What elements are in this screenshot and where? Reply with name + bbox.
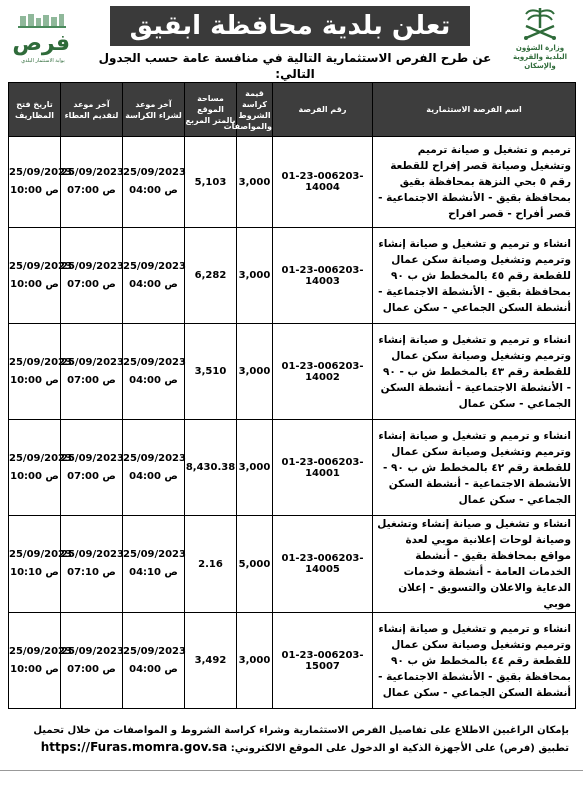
purchase-time: 04:00 ص	[129, 278, 178, 290]
purchase-date: 25/09/2023	[123, 167, 186, 178]
ministry-name: وزارة الشؤون البلدية والقروية والإسكان	[512, 44, 568, 70]
submit-deadline	[61, 137, 123, 228]
opportunity-number: 01-23-006203-14005	[273, 516, 373, 613]
purchase-deadline	[123, 137, 185, 228]
purchase-time: 04:00 ص	[129, 663, 178, 675]
submit-date: 25/09/2023	[61, 356, 124, 368]
table-header-row	[9, 83, 576, 137]
submit-date: 25/09/2023	[61, 452, 124, 464]
submit-time: 07:00 ص	[67, 278, 116, 290]
submit-date: 25/09/2023	[61, 167, 124, 178]
submit-time: 07:00 ص	[67, 663, 116, 675]
purchase-time: 04:00 ص	[129, 374, 178, 386]
open-date: 25/09/2023	[9, 452, 72, 464]
header	[0, 0, 583, 82]
submit-time: 07:10 ص	[67, 567, 116, 578]
palm-swords-emblem-icon	[520, 4, 560, 44]
purchase-date: 25/09/2023	[123, 356, 186, 368]
open-time: 10:00 ص	[10, 374, 59, 386]
opening-date	[9, 516, 72, 613]
brochure-price: 3,000	[237, 613, 273, 709]
open-date: 25/09/2023	[9, 549, 72, 560]
submit-time: 07:00 ص	[67, 470, 116, 482]
submit-deadline	[61, 228, 123, 324]
site-area: 3,492	[185, 613, 237, 709]
opening-date	[9, 613, 72, 709]
table-row	[9, 613, 576, 709]
submit-date: 25/09/2023	[61, 260, 124, 272]
site-area: 5,103	[185, 137, 237, 228]
submit-time: 07:00 ص	[67, 374, 116, 386]
website-link[interactable]: https://Furas.momra.gov.sa	[40, 740, 228, 754]
opportunity-name: ترميم و تشغيل و صيانة ترميم وتشغيل وصيانة قصر إفراح للقطعة رقم ٥ بحي النزهة بمحافظة بقيق بمحافظة بقيق - الأنشطة الاجتماعية - قصر أفراح - قصر افراح	[373, 137, 576, 228]
table-row	[9, 516, 576, 613]
opportunity-name: انشاء و ترميم و تشغيل و صيانة إنشاء وترميم وتشغيل وصيانة سكن عمال للقطعة رقم ٤٤ بالمخطط ش ب ٩٠ بمحافظة بقيق - الأنشطة الاجتماعية - أنشطة السكن الجماعي - سكن عمال	[373, 613, 576, 709]
opportunity-number: 01-23-006203-14001	[273, 420, 373, 516]
purchase-time: 04:00 ص	[129, 470, 178, 482]
submit-deadline	[61, 420, 123, 516]
purchase-date: 25/09/2023	[123, 549, 186, 560]
opportunity-name: انشاء و ترميم و تشغيل و صيانة إنشاء وترميم وتشغيل وصيانة سكن عمال للقطعة رقم ٤٣ بالمخطط ش ب - ٩٠ - الأنشطة الاجتماعية - أنشطة السكن الجماعي - سكن عمال	[373, 324, 576, 420]
column-header-number: رقم الفرصة	[273, 83, 373, 137]
page-subtitle: عن طرح الفرص الاستثمارية التالية في منافسة عامة حسب الجدول التالي:	[98, 51, 492, 81]
opportunity-name: انشاء و تشغيل و صيانة إنشاء وتشغيل وصيانة لوحات إعلانية موبي لعدة مواقع بمحافظة بقيق - أنشطة الخدمات العامة - أنشطة وخدمات الدعاية والاعلان والتسويق - إعلان موبي	[373, 516, 576, 613]
opening-date	[9, 137, 72, 228]
open-time: 10:00 ص	[10, 663, 59, 675]
footer-line-1: بإمكان الراغبين الاطلاع على تفاصيل الفرص الاستثمارية وشراء كراسة الشروط و المواصفات من خلال تحميل	[33, 725, 569, 736]
site-area: 6,282	[185, 228, 237, 324]
bottom-divider	[0, 770, 583, 771]
submit-date: 25/09/2023	[61, 645, 124, 657]
furas-logo-subtext: بوابة الاستثمار البلدي	[21, 58, 65, 64]
purchase-deadline	[123, 228, 185, 324]
open-date: 25/09/2023	[9, 167, 72, 178]
site-area: 3,510	[185, 324, 237, 420]
table-row	[9, 420, 576, 516]
submit-deadline	[61, 613, 123, 709]
brochure-price: 3,000	[237, 420, 273, 516]
submit-deadline	[61, 516, 123, 613]
purchase-time: 04:00 ص	[129, 185, 178, 196]
furas-logo-text: فرص	[12, 31, 70, 56]
opportunity-number: 01-23-006203-14004	[273, 137, 373, 228]
column-header-name: اسم الفرصة الاستثمارية	[373, 83, 576, 137]
column-header-purchase-deadline: آخر موعد لشراء الكراسة	[123, 83, 185, 137]
purchase-date: 25/09/2023	[123, 645, 186, 657]
open-date: 25/09/2023	[9, 645, 72, 657]
opportunities-table	[8, 82, 575, 719]
purchase-deadline	[123, 516, 185, 613]
submit-deadline	[61, 324, 123, 420]
submit-time: 07:00 ص	[67, 185, 116, 196]
opportunity-name: انشاء و ترميم و تشغيل و صيانة إنشاء وترميم وتشغيل وصيانة سكن عمال للقطعة رقم ٤٥ بالمخطط ش ب ٩٠ بمحافظة بقيق - الأنشطة الاجتماعية - أنشطة السكن الجماعي - سكن عمال	[373, 228, 576, 324]
site-area: 8,430.38	[185, 420, 237, 516]
column-header-area: مساحة الموقع بالمتر المربع	[185, 83, 237, 137]
brochure-price: 5,000	[237, 516, 273, 613]
footer-line-2	[8, 739, 569, 757]
page-title: تعلن بلدية محافظة ابقيق	[110, 6, 470, 46]
open-time: 10:00 ص	[10, 278, 59, 290]
purchase-time: 04:10 ص	[129, 567, 178, 578]
opportunity-number: 01-23-006203-14002	[273, 324, 373, 420]
purchase-deadline	[123, 420, 185, 516]
footer-line-2-text: تطبيق (فرص) على الأجهزة الذكية او الدخول على الموقع الالكتروني:	[230, 743, 569, 754]
opening-date	[9, 420, 72, 516]
opening-date	[9, 324, 72, 420]
column-header-submit-deadline: آخر موعد لتقديم العطاء	[61, 83, 123, 137]
column-header-opening-date: تاريخ فتح المظاريف	[9, 83, 61, 137]
table-row	[9, 324, 576, 420]
furas-logo	[14, 12, 72, 70]
purchase-deadline	[123, 613, 185, 709]
ministry-logo	[505, 4, 575, 76]
table-row	[9, 137, 576, 228]
open-date: 25/09/2023	[9, 356, 72, 368]
open-time: 10:00 ص	[10, 185, 59, 196]
opportunity-name: انشاء و ترميم و تشغيل و صيانة إنشاء وترميم وتشغيل وصيانة سكن عمال للقطعة رقم ٤٢ بالمخطط ش ب ٩٠ - الأنشطة الاجتماعية - أنشطة السكن الجماعي - سكن عمال	[373, 420, 576, 516]
footer-notice	[8, 719, 575, 763]
open-time: 10:00 ص	[10, 470, 59, 482]
opening-date	[9, 228, 72, 324]
brochure-price: 3,000	[237, 228, 273, 324]
purchase-date: 25/09/2023	[123, 452, 186, 464]
purchase-date: 25/09/2023	[123, 260, 186, 272]
purchase-deadline	[123, 324, 185, 420]
brochure-price: 3,000	[237, 137, 273, 228]
opportunity-number: 01-23-006203-15007	[273, 613, 373, 709]
open-time: 10:10 ص	[10, 567, 59, 578]
opportunity-number: 01-23-006203-14003	[273, 228, 373, 324]
open-date: 25/09/2023	[9, 260, 72, 272]
brochure-price: 3,000	[237, 324, 273, 420]
column-header-price: قيمة كراسة الشروط والمواصفات	[237, 83, 273, 137]
table-row	[9, 228, 576, 324]
site-area: 2.16	[185, 516, 237, 613]
submit-date: 25/09/2023	[61, 549, 124, 560]
